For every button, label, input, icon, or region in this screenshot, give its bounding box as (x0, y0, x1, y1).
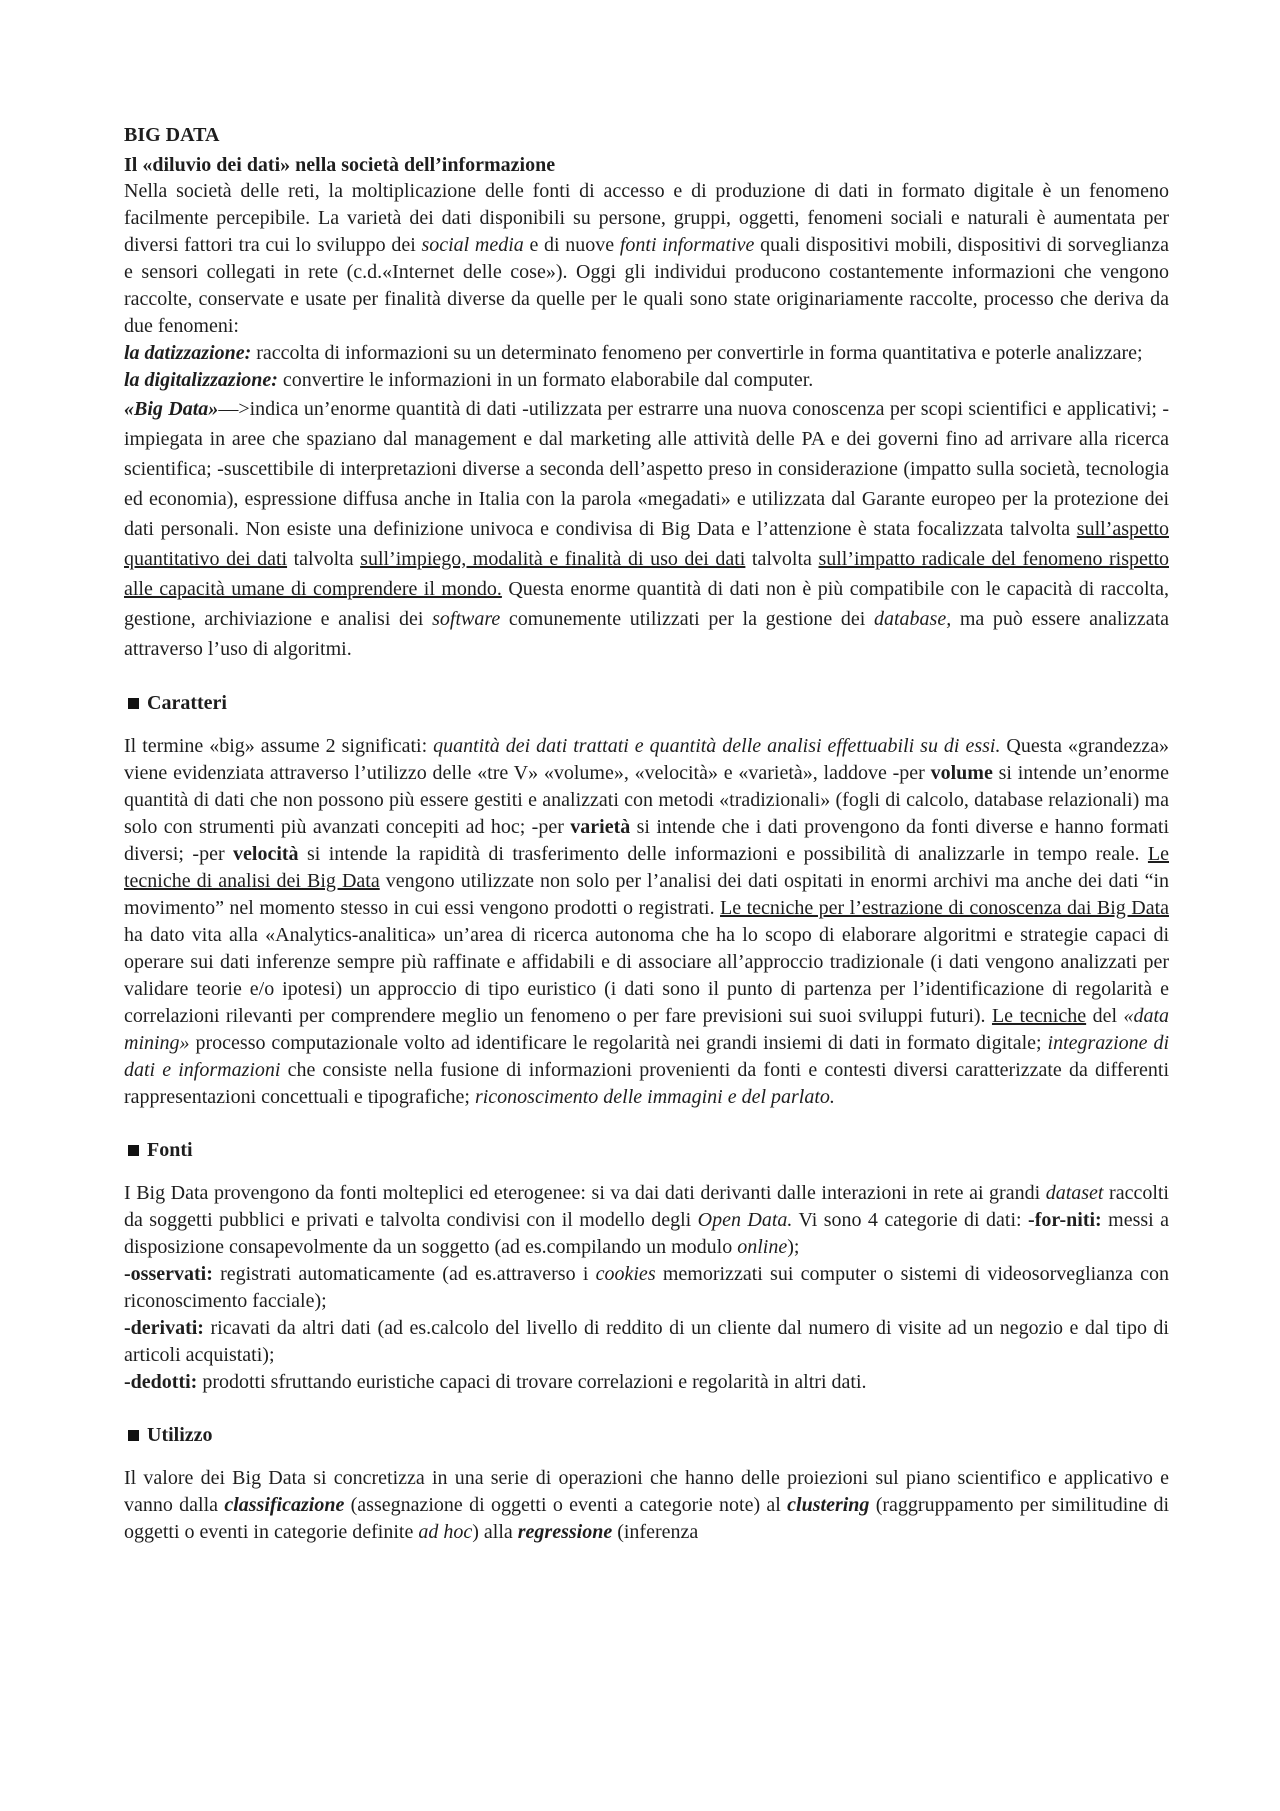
section-heading-utilizzo: Utilizzo (128, 1422, 1169, 1449)
section-heading-fonti: Fonti (128, 1137, 1169, 1164)
bullet-square-icon (128, 1430, 139, 1441)
document-page (124, 122, 1169, 1546)
section-heading-caratteri: Caratteri (128, 690, 1169, 717)
datizzazione-definition: la datizzazione: raccolta di informazioni su un determinato fenomeno per convertirle in forma quantitativa e poterle analizzare; (124, 342, 1143, 364)
big-data-definition: «Big Data»—>indica un’enorme quantità di dati -utilizzata per estrarre una nuova conoscenza per scopi scientifici e applicativi; -impiegata in aree che spaziano dal management e dal marketing alle attività delle PA e dei governi fino ad arrivare alla ricerca scientifica; -suscettibile di interpretazioni diverse a seconda dell’aspetto preso in considerazione (impatto sulla società, tecnologia ed economia), espressione diffusa anche in Italia con la parola «megadati» e utilizzata dal Garante europeo per la protezione dei dati personali. Non esiste una definizione univoca e condivisa di Big Data e l’attenzione è stata focalizzata talvolta sull’aspetto quantitativo dei dati talvolta sull’impiego, modalità e finalità di uso dei dati talvolta sull’impatto radicale del fenomeno rispetto alle capacità umane di comprendere il mondo. Questa enorme quantità di dati non è più compatibile con le capacità di raccolta, gestione, archiviazione e analisi dei software comunemente utilizzati per la gestione dei database, ma può essere analizzata attraverso l’uso di algoritmi. (124, 398, 1170, 660)
bullet-square-icon (128, 1145, 139, 1156)
caratteri-paragraph: Il termine «big» assume 2 significati: quantità dei dati trattati e quantità delle analisi effettuabili su di essi. Questa «grandezza» viene evidenziata attraverso l’utilizzo delle «tre V» «volume», «velocità» e «varietà», laddove -per volume si intende un’enorme quantità di dati che non possono più essere gestiti e analizzati con metodi «tradizionali» (fogli di calcolo, database relazionali) ma solo con strumenti più avanzati concepiti ad hoc; -per varietà si intende che i dati provengono da fonti diverse e hanno formati diversi; -per velocità si intende la rapidità di trasferimento delle informazioni e possibilità di analizzarle in tempo reale. Le tecniche di analisi dei Big Data vengono utilizzate non solo per l’analisi dei dati ospitati in enormi archivi ma anche dei dati “in movimento” nel momento stesso in cui essi vengono prodotti o registrati. Le tecniche per l’estrazione di conoscenza dai Big Data ha dato vita alla «Analytics-analitica» un’area di ricerca autonoma che ha lo scopo di elaborare algoritmi e strategie capaci di operare sui dati inferenze sempre più raffinate e affidabili e di associare all’approccio tradizionale (i dati vengono analizzati per validare teorie e/o ipotesi) un approccio di tipo euristico (i dati sono il punto di partenza per l’identificazione di regolarità e correlazioni rilevanti per comprendere meglio un fenomeno o per fare previsioni sui suoi sviluppi futuri). Le tecniche del «data mining» processo computazionale volto ad identificare le regolarità nei grandi insiemi di dati in formato digitale; integrazione di dati e informazioni che consiste nella fusione di informazioni provenienti da fonti e contesti diversi caratterizzate da differenti rappresentazioni concettuali e tipografiche; riconoscimento delle immagini e del parlato. (124, 735, 1170, 1108)
fonti-paragraph: I Big Data provengono da fonti molteplici ed eterogenee: si va dai dati derivanti dalle interazioni in rete ai grandi dataset raccolti da soggetti pubblici e privati e talvolta condivisi con il modello degli Open Data. Vi sono 4 categorie di dati: -for-niti: messi a disposizione consapevolmente da un soggetto (ad es.compilando un modulo online); (124, 1182, 1170, 1258)
digitalizzazione-definition: la digitalizzazione: convertire le informazioni in un formato elaborabile dal computer. (124, 369, 814, 391)
fonti-dedotti: -dedotti: prodotti sfruttando euristiche capaci di trovare correlazioni e regolarità in altri dati. (124, 1371, 867, 1393)
document-title: BIG DATA (124, 124, 220, 146)
intro-paragraph: Nella società delle reti, la moltiplicazione delle fonti di accesso e di produzione di dati in formato digitale è un fenomeno facilmente percepibile. La varietà dei dati disponibili su persone, gruppi, oggetti, fenomeni sociali e naturali è aumentata per diversi fattori tra cui lo sviluppo dei social media e di nuove fonti informative quali dispositivi mobili, dispositivi di sorveglianza e sensori collegati in rete (c.d.«Internet delle cose»). Oggi gli individui producono costantemente informazioni che vengono raccolte, conservate e usate per finalità diverse da quelle per le quali sono state originariamente raccolte, processo che deriva da due fenomeni: (124, 180, 1169, 337)
section-subtitle: Il «diluvio dei dati» nella società dell’informazione (124, 154, 556, 176)
fonti-derivati: -derivati: ricavati da altri dati (ad es.calcolo del livello di reddito di un cliente dal numero di visite ad un negozio e dal tipo di articoli acquistati); (124, 1317, 1169, 1366)
utilizzo-paragraph: Il valore dei Big Data si concretizza in una serie di operazioni che hanno delle proiezioni sul piano scientifico e applicativo e vanno dalla classificazione (assegnazione di oggetti o eventi a categorie note) al clustering (raggruppamento per similitudine di oggetti o eventi in categorie definite ad hoc) alla regressione (inferenza (124, 1467, 1169, 1543)
bullet-square-icon (128, 698, 139, 709)
fonti-osservati: -osservati: registrati automaticamente (ad es.attraverso i cookies memorizzati sui computer o sistemi di videosorveglianza con riconoscimento facciale); (124, 1263, 1169, 1312)
